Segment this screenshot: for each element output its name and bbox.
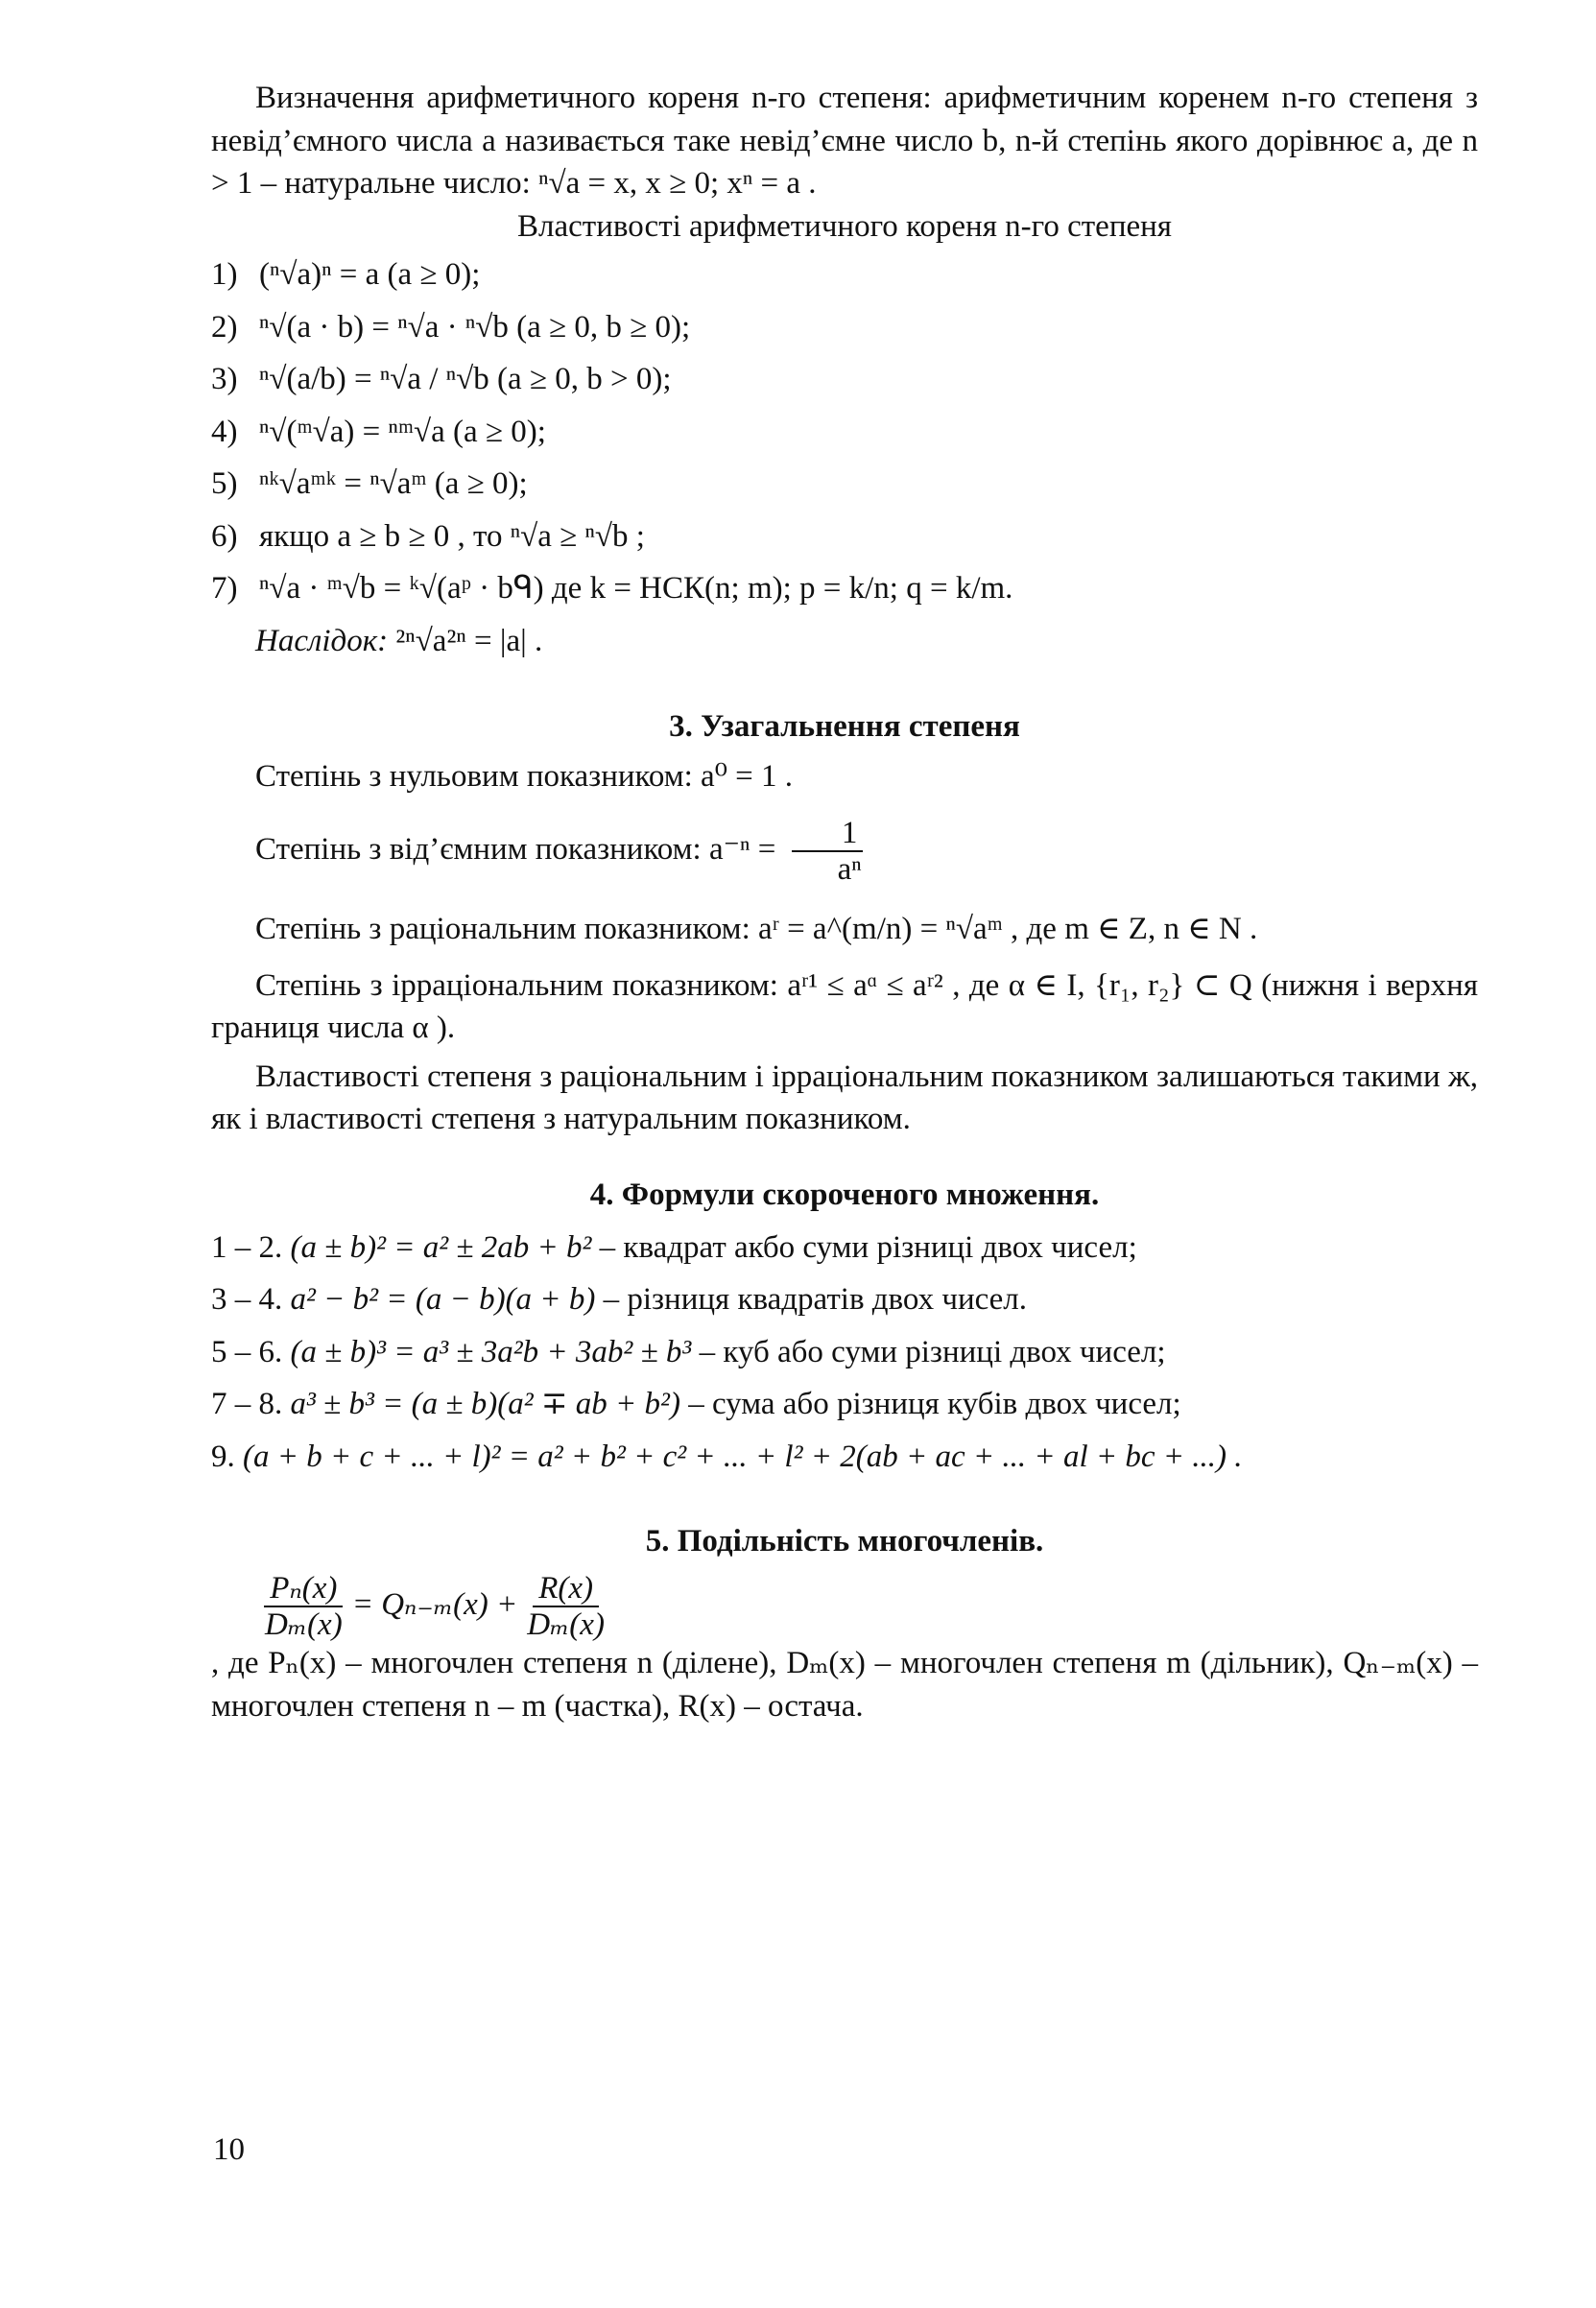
property-formula: якщо a ≥ b ≥ 0 , то ⁿ√a ≥ ⁿ√b ; (259, 518, 645, 554)
property-formula: (ⁿ√a)ⁿ = a (a ≥ 0); (259, 257, 481, 293)
formula-description: – різниця квадратів двох чисел. (595, 1282, 1028, 1318)
negative-exponent-fraction (788, 816, 868, 888)
zero-exponent-formula: a⁰ = 1 . (701, 759, 794, 795)
property-number: 6) (211, 518, 238, 554)
negative-exponent (211, 816, 1478, 888)
property-1 (211, 253, 1478, 297)
formula-number: 7 – 8. (211, 1387, 283, 1422)
section-5-title: 5. Подільність многочленів. (645, 1524, 1044, 1559)
formula-row (211, 1436, 1478, 1479)
page-number: 10 (213, 2132, 245, 2167)
rational-exponent-formula: aʳ = a^(m/n) = ⁿ√aᵐ , де m ∈ Z, n ∈ N . (758, 912, 1258, 947)
formula-number: 1 – 2. (211, 1229, 283, 1265)
formula-number: 3 – 4. (211, 1282, 283, 1318)
property-number: 1) (211, 257, 238, 293)
fraction-denominator: aⁿ (837, 851, 862, 887)
definition-paragraph: Визначення арифметичного кореня n-го степеня: арифметичним коренем n-го степеня з невід’ємного числа a називається таке невід’ємне число b, n-й степінь якого дорівнює a, де n > 1 – натуральне число: ⁿ√a = x, x ≥ 0; xⁿ = a . (211, 81, 1478, 202)
fraction-denominator: Dₘ(x) (527, 1607, 605, 1643)
properties-list (211, 253, 1478, 662)
formula-expression: (a ± b)³ = a³ ± 3a²b + 3ab² ± b³ (290, 1334, 692, 1369)
remainder-fraction (521, 1571, 610, 1643)
property-number: 3) (211, 362, 238, 397)
polynomial-division-text: , де Pₙ(x) – многочлен степеня n (ділене), Dₘ(x) – многочлен степеня m (дільник), Qₙ₋ₘ(x) – многочлен степеня n – m (частка), R(x) – остача. (211, 1646, 1478, 1724)
corollary-label: Наслідок: (255, 624, 389, 659)
fraction-numerator: Pₙ(x) (264, 1571, 343, 1607)
formula-row (211, 1331, 1478, 1374)
fraction-numerator: R(x) (533, 1571, 599, 1607)
property-number: 5) (211, 466, 238, 502)
properties-title: Властивості арифметичного кореня n-го степеня (517, 208, 1172, 244)
property-4 (211, 411, 1478, 454)
quotient-term: = Qₙ₋ₘ(x) + (351, 1586, 518, 1622)
irrational-exponent: Степінь з ірраціональним показником: aʳ¹ ≤ aᵅ ≤ aʳ² , де α ∈ I, {r₁, r₂} ⊂ Q (нижня і верхня границя числа α ). (211, 967, 1478, 1046)
formula-description: – квадрат акбо суми різниці двох чисел; (591, 1229, 1137, 1265)
formula-number: 9. (211, 1439, 235, 1474)
property-3 (211, 358, 1478, 401)
property-6 (211, 515, 1478, 559)
formulas-list (211, 1226, 1478, 1479)
formula-row (211, 1383, 1478, 1426)
property-formula: ⁿ√a · ᵐ√b = ᵏ√(aᵖ · bᑫ) де k = НСК(n; m); p = k/n; q = k/m. (259, 571, 1013, 607)
section-4-title: 4. Формули скороченого множення. (589, 1177, 1100, 1212)
formula-description: – куб або суми різниці двох чисел; (691, 1334, 1166, 1369)
property-formula: ⁿ√(a/b) = ⁿ√a / ⁿ√b (a ≥ 0, b > 0); (259, 362, 672, 397)
property-formula: ⁿᵏ√aᵐᵏ = ⁿ√aᵐ (a ≥ 0); (259, 466, 528, 502)
dividend-fraction (259, 1571, 348, 1643)
property-5 (211, 463, 1478, 506)
formula-description: – сума або різниця кубів двох чисел; (679, 1387, 1181, 1422)
property-7 (211, 567, 1478, 610)
formula-row (211, 1278, 1478, 1321)
corollary (211, 620, 1478, 663)
property-number: 2) (211, 309, 238, 345)
corollary-formula: ²ⁿ√a²ⁿ = |a| . (395, 624, 543, 659)
property-number: 7) (211, 571, 238, 607)
zero-exponent-label: Степінь з нульовим показником: (255, 759, 693, 795)
property-formula: ⁿ√(ᵐ√a) = ⁿᵐ√a (a ≥ 0); (259, 414, 546, 449)
fraction-denominator: Dₘ(x) (265, 1607, 343, 1643)
property-formula: ⁿ√(a · b) = ⁿ√a · ⁿ√b (a ≥ 0, b ≥ 0); (259, 309, 691, 345)
negative-exponent-label: Степінь з від’ємним показником: (255, 831, 702, 867)
formula-row (211, 1226, 1478, 1270)
exponent-properties-note: Властивості степеня з раціональним і ірраціональним показником залишаються такими ж, як і властивості степеня з натуральним показником. (211, 1059, 1478, 1137)
formula-expression: a² − b² = (a − b)(a + b) (290, 1282, 596, 1318)
fraction-numerator: 1 (792, 816, 864, 852)
zero-exponent (211, 755, 1478, 798)
polynomial-division (211, 1571, 1478, 1643)
rational-exponent (211, 908, 1478, 951)
formula-expression: a³ ± b³ = (a ± b)(a² ∓ ab + b²) (290, 1387, 680, 1422)
formula-expression: (a ± b)² = a² ± 2ab + b² (290, 1229, 592, 1265)
property-number: 4) (211, 414, 238, 449)
negative-exponent-lhs: a⁻ⁿ = (708, 831, 776, 867)
formula-number: 5 – 6. (211, 1334, 283, 1369)
page-content (211, 77, 1478, 1728)
section-3-title: 3. Узагальнення степеня (669, 708, 1020, 744)
property-2 (211, 306, 1478, 349)
rational-exponent-label: Степінь з раціональним показником: (255, 912, 750, 947)
formula-expression: (a + b + c + ... + l)² = a² + b² + c² + ... + l² + 2(ab + ac + ... + al + bc + ...) . (243, 1439, 1243, 1474)
